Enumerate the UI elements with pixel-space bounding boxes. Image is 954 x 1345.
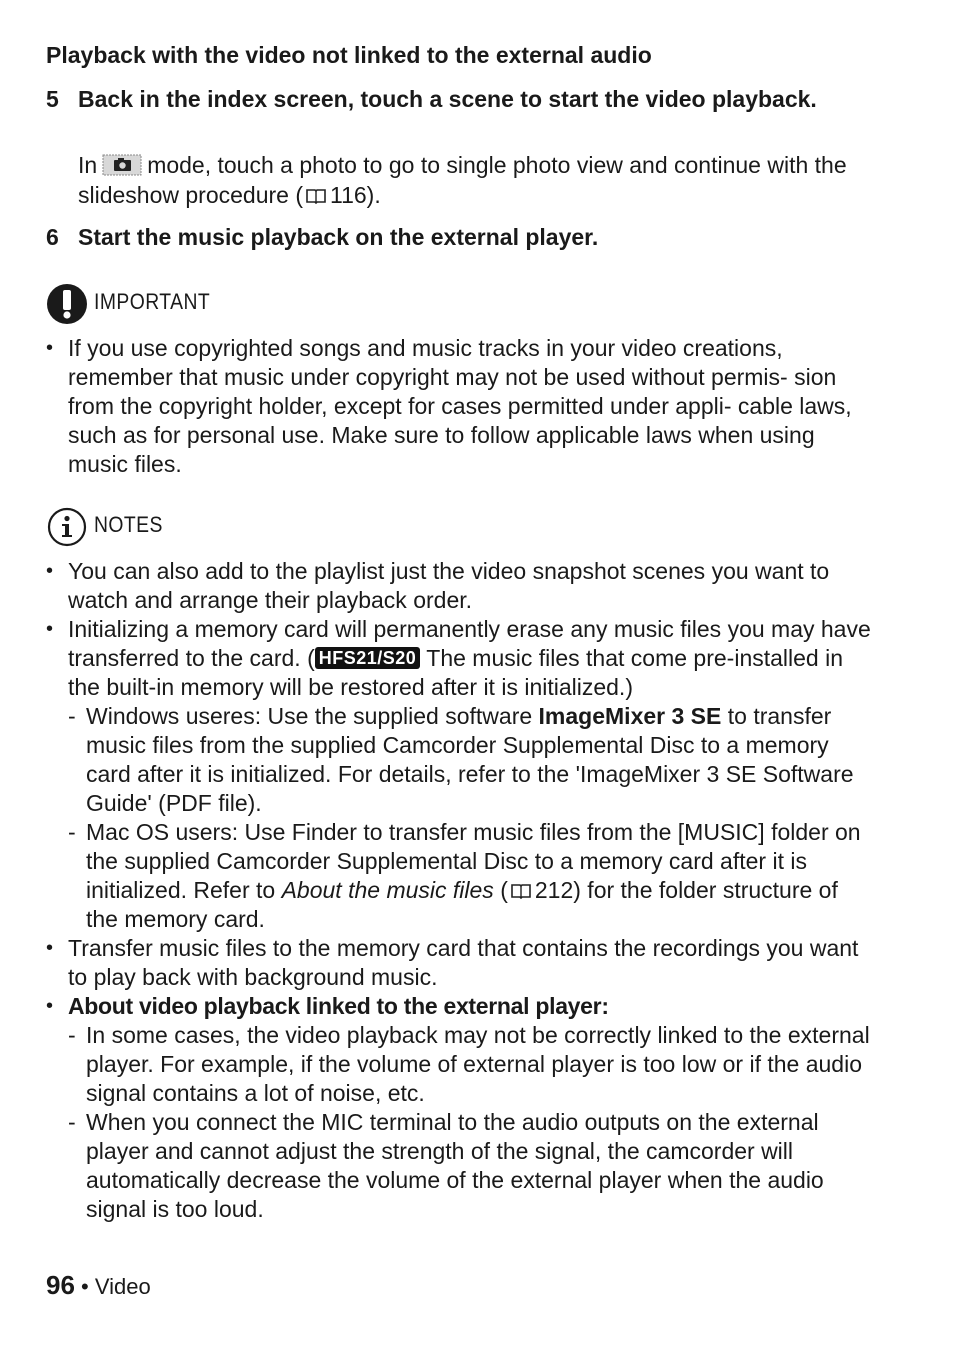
note-text: Initializing a memory card will permanently erase any music files you may have transferred to the card. ( (68, 616, 871, 671)
model-badge: HFS21/S20 (315, 647, 421, 669)
book-reference-icon (510, 878, 532, 896)
footer-separator: • (81, 1274, 89, 1299)
sub-item: - Windows useres: Use the supplied software ImageMixer 3 SE to transfer music files from the supplied Camcorder Supplemental Disc to a memory card after it is initialized. For details, refer to the 'ImageMixer 3 SE Software Guide' (PDF file). (68, 703, 854, 816)
sub-item: - When you connect the MIC terminal to the audio outputs on the external player and cannot adjust the strength of the signal, the camcorder will automatically decrease the volume of the external player when the audio signal is too loud. (68, 1109, 824, 1222)
list-item: • If you use copyrighted songs and music tracks in your video creations, remember that music under copyright may not be used without permis- sion from the copyright holder, except for cases permitted under appli- cable laws, such as for personal use. Make sure to follow applicable laws when using music files. (46, 334, 876, 479)
step-body-ref: 116). (330, 182, 381, 208)
note-text: In some cases, the video playback may not be correctly linked to the external player. For example, if the volume of external player is too low or if the audio signal contains a lot of noise, etc. (86, 1022, 870, 1106)
page-footer (46, 1270, 151, 1301)
note-text: to transfer music files from the supplied Camcorder Supplemental Disc to a memory card after it is initialized. For details, refer to the 'ImageMixer 3 SE Software Guide' (PDF file). (86, 703, 854, 816)
step-body-after: mode, touch a photo to go to single photo view and continue with the slideshow procedure ( (78, 152, 847, 208)
note-text: Windows useres: Use the supplied software (86, 703, 533, 729)
info-icon (46, 506, 88, 553)
step-text: Start the music playback on the external player. (78, 224, 599, 250)
step-number: 5 (46, 86, 59, 112)
sub-item: - In some cases, the video playback may not be correctly linked to the external player. For example, if the volume of external player is too low or if the audio signal contains a lot of noise, etc. (68, 1022, 870, 1106)
step-number: 6 (46, 224, 59, 250)
notes-heading-text: NOTES (94, 512, 163, 537)
reference-title: About the music files (281, 877, 494, 903)
note-text: The music files that come pre-installed in the built-in memory will be restored after it is initialized.) (68, 645, 844, 700)
important-icon (46, 283, 88, 330)
note-text: 212) for the folder structure of the memory card. (86, 877, 838, 932)
important-list (46, 334, 876, 479)
note-text: Mac OS users: Use Finder to transfer music files from the [MUSIC] folder on the supplied Camcorder Supplemental Disc to a memory card after it is initialized. Refer to (86, 819, 861, 903)
software-name: ImageMixer 3 SE (538, 703, 722, 729)
step-text: Back in the index screen, touch a scene to start the video playback. (78, 86, 817, 112)
step-body-before: In (78, 152, 98, 178)
important-heading-text: IMPORTANT (94, 289, 211, 314)
page-number: 96 (46, 1270, 75, 1300)
notes-list (46, 557, 876, 1224)
note-text: When you connect the MIC terminal to the audio outputs on the external player and cannot adjust the strength of the signal, the camcorder will automatically decrease the volume of the external player when the audio signal is too loud. (86, 1109, 824, 1222)
photo-mode-icon (101, 153, 143, 175)
footer-section: Video (94, 1274, 151, 1299)
book-reference-icon (305, 182, 327, 200)
list-item: • Transfer music files to the memory card that contains the recordings you want to play back with background music. (46, 934, 876, 992)
list-item (46, 992, 876, 1021)
note-subheading: About video playback linked to the external player: (68, 993, 609, 1019)
note-paren: ( (500, 877, 508, 903)
list-item (46, 615, 876, 702)
step-5-body (78, 150, 868, 210)
list-item: • You can also add to the playlist just the video snapshot scenes you want to watch and arrange their playback order. (46, 557, 876, 615)
sub-item: - Mac OS users: Use Finder to transfer music files from the [MUSIC] folder on the supplied Camcorder Supplemental Disc to a memory card after it is initialized. Refer to About the music files ( 212) for the folder structure of the memory card. (68, 819, 861, 932)
section-title: Playback with the video not linked to the external audio (46, 42, 652, 68)
